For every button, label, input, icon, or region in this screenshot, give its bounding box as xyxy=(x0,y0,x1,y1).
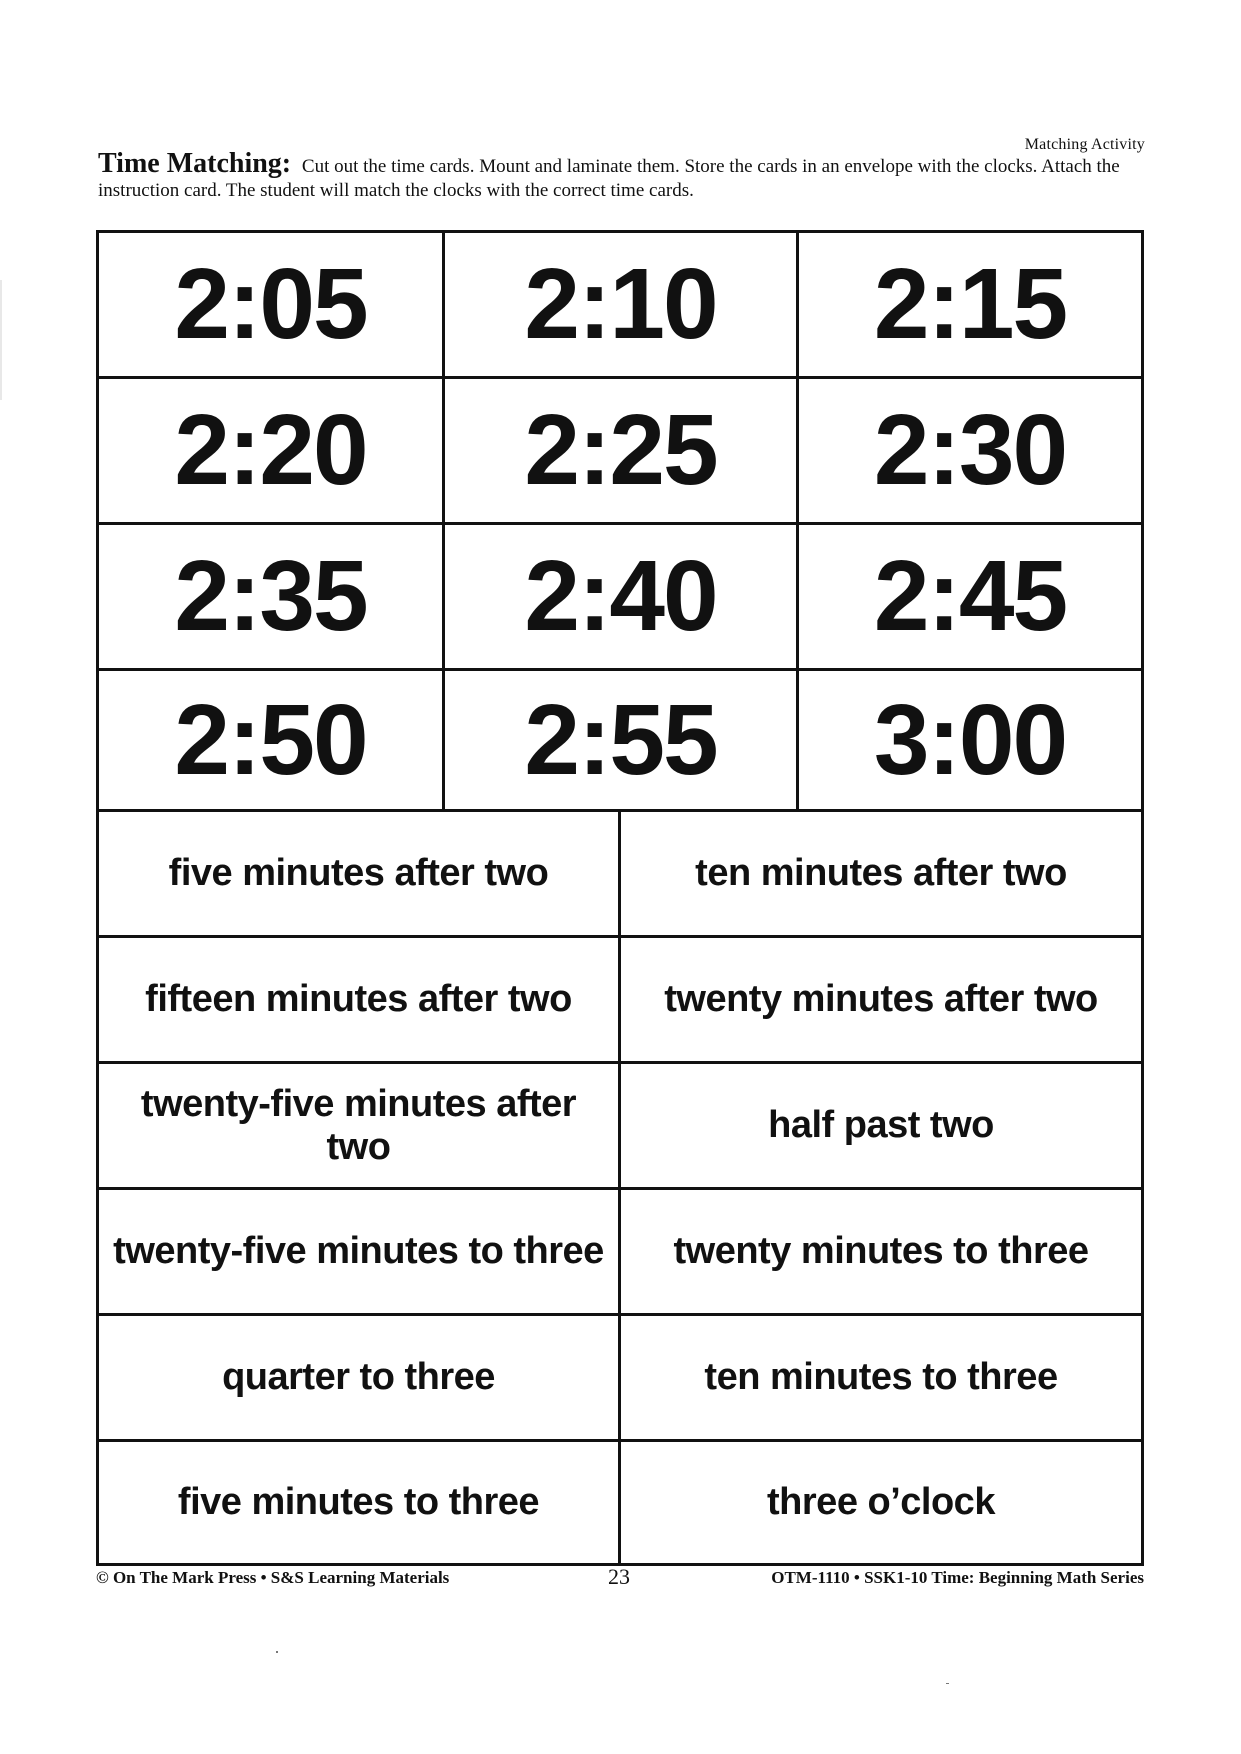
instructions-text: Cut out the time cards. Mount and laminate them. Store the cards in an envelope with the clocks. Attach the instruction card. The student will match the clocks with the correct time cards. xyxy=(98,156,1120,201)
digital-time-card: 2:35 xyxy=(99,525,445,671)
word-time-card: half past two xyxy=(621,1064,1141,1190)
digital-time-card: 2:45 xyxy=(799,525,1141,671)
word-time-card: quarter to three xyxy=(99,1316,621,1442)
digital-time-card: 2:50 xyxy=(99,671,445,812)
scan-speck xyxy=(946,1683,949,1684)
word-time-card: twenty minutes after two xyxy=(621,938,1141,1064)
word-time-card: five minutes after two xyxy=(99,812,621,938)
instructions-block xyxy=(98,148,1148,203)
digital-time-card: 2:55 xyxy=(445,671,799,812)
activity-title: Time Matching: xyxy=(98,148,292,179)
copyright-notice: © On The Mark Press • S&S Learning Materials xyxy=(96,1568,450,1587)
digital-time-card: 2:20 xyxy=(99,379,445,525)
time-cards-sheet xyxy=(96,230,1144,1566)
word-time-card: ten minutes after two xyxy=(621,812,1141,938)
word-time-card: five minutes to three xyxy=(99,1442,621,1563)
word-time-card: twenty-five minutes to three xyxy=(99,1190,621,1316)
word-time-card: ten minutes to three xyxy=(621,1316,1141,1442)
digital-time-card: 2:05 xyxy=(99,233,445,379)
word-time-card: twenty-five minutes after two xyxy=(99,1064,621,1190)
section-tag: Matching Activity xyxy=(1024,136,1145,153)
digital-time-card: 2:40 xyxy=(445,525,799,671)
digital-time-card: 2:25 xyxy=(445,379,799,525)
digital-time-card: 2:30 xyxy=(799,379,1141,525)
word-time-card: three o’clock xyxy=(767,1481,995,1523)
word-time-grid xyxy=(99,812,1141,1563)
page-number: 23 xyxy=(608,1564,630,1589)
digital-time-card: 3:00 xyxy=(799,671,1141,812)
digital-time-grid xyxy=(99,233,1141,812)
digital-time-card: 2:15 xyxy=(799,233,1141,379)
series-label: OTM-1110 • SSK1-10 Time: Beginning Math Series xyxy=(771,1568,1144,1587)
scan-artifact xyxy=(0,280,2,400)
scan-speck xyxy=(276,1651,278,1653)
word-time-card: twenty minutes to three xyxy=(621,1190,1141,1316)
digital-time-card: 2:10 xyxy=(445,233,799,379)
word-time-card: fifteen minutes after two xyxy=(99,938,621,1064)
